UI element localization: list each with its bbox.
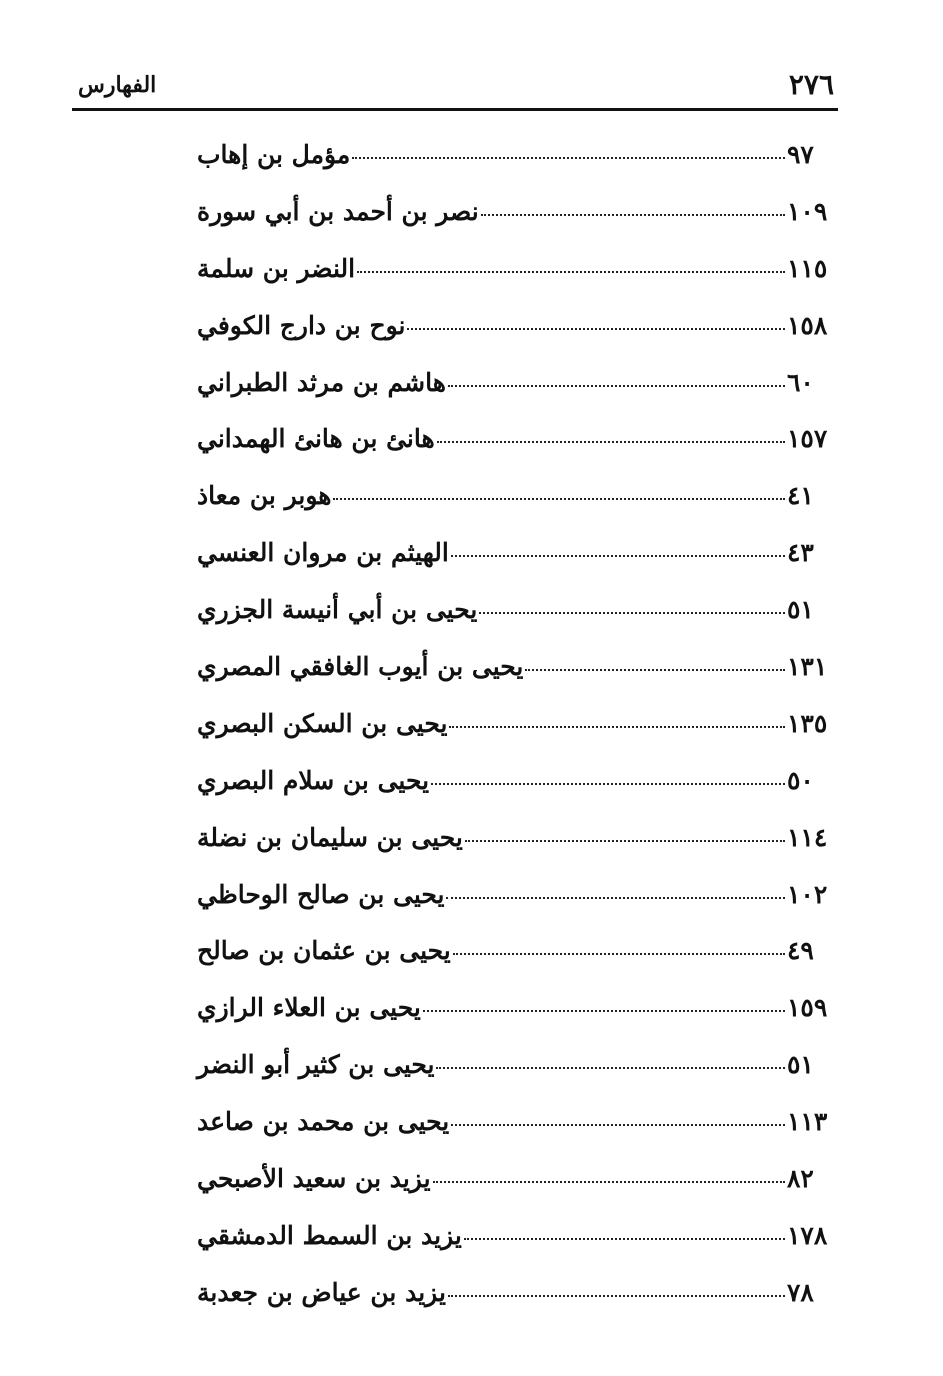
index-entry: [195, 709, 845, 766]
entry-name: نصر بن أحمد بن أبي سورة: [197, 196, 479, 226]
entry-name: النضر بن سلمة: [197, 253, 356, 283]
entry-name: يحيى بن محمد بن صاعد: [197, 1107, 450, 1137]
dot-leader: [525, 669, 785, 671]
entry-page-number: ١٧٨: [787, 1220, 828, 1250]
page-number: ٢٧٦: [788, 68, 834, 101]
dot-leader: [333, 498, 785, 500]
entry-name: هانئ بن هانئ الهمداني: [197, 424, 435, 454]
entry-page-number: ٤١: [787, 481, 814, 511]
index-entry: [195, 1050, 845, 1107]
index-entry: [195, 254, 845, 311]
index-entry: [195, 197, 845, 254]
entry-name: يحيى بن العلاء الرازي: [197, 993, 421, 1023]
dot-leader: [451, 1124, 785, 1126]
index-entry: [195, 481, 845, 538]
entry-page-number: ٨٢: [787, 1164, 814, 1194]
dot-leader: [479, 612, 785, 614]
dot-leader: [436, 1067, 785, 1069]
dot-leader: [433, 1181, 785, 1183]
entry-name: هوبر بن معاذ: [197, 481, 332, 511]
index-entry: [195, 311, 845, 368]
entry-page-number: ٥٠: [787, 765, 814, 795]
page-header: [72, 66, 838, 111]
index-entry: [195, 424, 845, 481]
entry-page-number: ١٠٢: [787, 879, 828, 909]
entry-name: يزيد بن سعيد الأصبحي: [197, 1164, 431, 1194]
index-entry: [195, 936, 845, 993]
index-entry: [195, 140, 845, 197]
entry-name: نوح بن دارج الكوفي: [197, 310, 406, 340]
entry-page-number: ١٥٩: [787, 993, 828, 1023]
entry-name: يحيى بن السكن البصري: [197, 708, 448, 738]
entry-page-number: ٥١: [787, 1050, 814, 1080]
entry-page-number: ١٣٥: [787, 708, 828, 738]
index-entry: [195, 880, 845, 937]
entry-name: يحيى بن عثمان بن صالح: [197, 936, 451, 966]
entry-page-number: ١١٥: [787, 253, 828, 283]
index-entry: [195, 1221, 845, 1278]
entry-name: يحيى بن صالح الوحاظي: [197, 879, 445, 909]
entry-name: يزيد بن عياض بن جعدبة: [197, 1277, 446, 1307]
entry-name: يحيى بن سلام البصري: [197, 765, 430, 795]
entry-name: يحيى بن أيوب الغافقي المصري: [197, 652, 524, 682]
dot-leader: [357, 271, 785, 273]
entry-page-number: ١٠٩: [787, 196, 828, 226]
entry-page-number: ٥١: [787, 595, 814, 625]
entry-page-number: ٦٠: [787, 367, 814, 397]
entry-name: يحيى بن أبي أنيسة الجزري: [197, 595, 478, 625]
entry-page-number: ١١٣: [787, 1107, 828, 1137]
dot-leader: [446, 897, 785, 899]
entry-page-number: ٩٧: [787, 140, 814, 169]
dot-leader: [451, 555, 785, 557]
entry-page-number: ١٥٨: [787, 310, 828, 340]
index-entry: [195, 1107, 845, 1164]
index-entry: [195, 823, 845, 880]
entry-page-number: ٤٣: [787, 538, 814, 568]
index-entry: [195, 652, 845, 709]
index-entry: [195, 538, 845, 595]
entry-page-number: ١٣١: [787, 652, 828, 682]
dot-leader: [352, 157, 785, 159]
entry-name: يحيى بن سليمان بن نضلة: [197, 822, 463, 852]
entry-name: يحيى بن كثير أبو النضر: [197, 1050, 435, 1080]
dot-leader: [431, 783, 785, 785]
dot-leader: [448, 385, 785, 387]
dot-leader: [465, 840, 785, 842]
entry-name: هاشم بن مرثد الطبراني: [197, 367, 446, 397]
dot-leader: [423, 1010, 785, 1012]
entry-page-number: ٤٩: [787, 936, 814, 966]
index-entry: [195, 766, 845, 823]
dot-leader: [481, 214, 785, 216]
index-entry: [195, 1278, 845, 1335]
dot-leader: [448, 1295, 785, 1297]
dot-leader: [464, 1238, 785, 1240]
index-entries: [195, 140, 845, 1335]
entry-name: مؤمل بن إهاب: [197, 140, 351, 169]
dot-leader: [407, 328, 785, 330]
dot-leader: [449, 726, 785, 728]
index-entry: [195, 595, 845, 652]
index-entry: [195, 368, 845, 425]
entry-name: الهيثم بن مروان العنسي: [197, 538, 449, 568]
entry-page-number: ١٥٧: [787, 424, 828, 454]
dot-leader: [453, 953, 785, 955]
dot-leader: [437, 441, 785, 443]
entry-page-number: ١١٤: [787, 822, 828, 852]
section-title: الفهارس: [78, 72, 157, 98]
entry-name: يزيد بن السمط الدمشقي: [197, 1220, 462, 1250]
index-entry: [195, 1164, 845, 1221]
index-entry: [195, 993, 845, 1050]
entry-page-number: ٧٨: [787, 1277, 814, 1307]
